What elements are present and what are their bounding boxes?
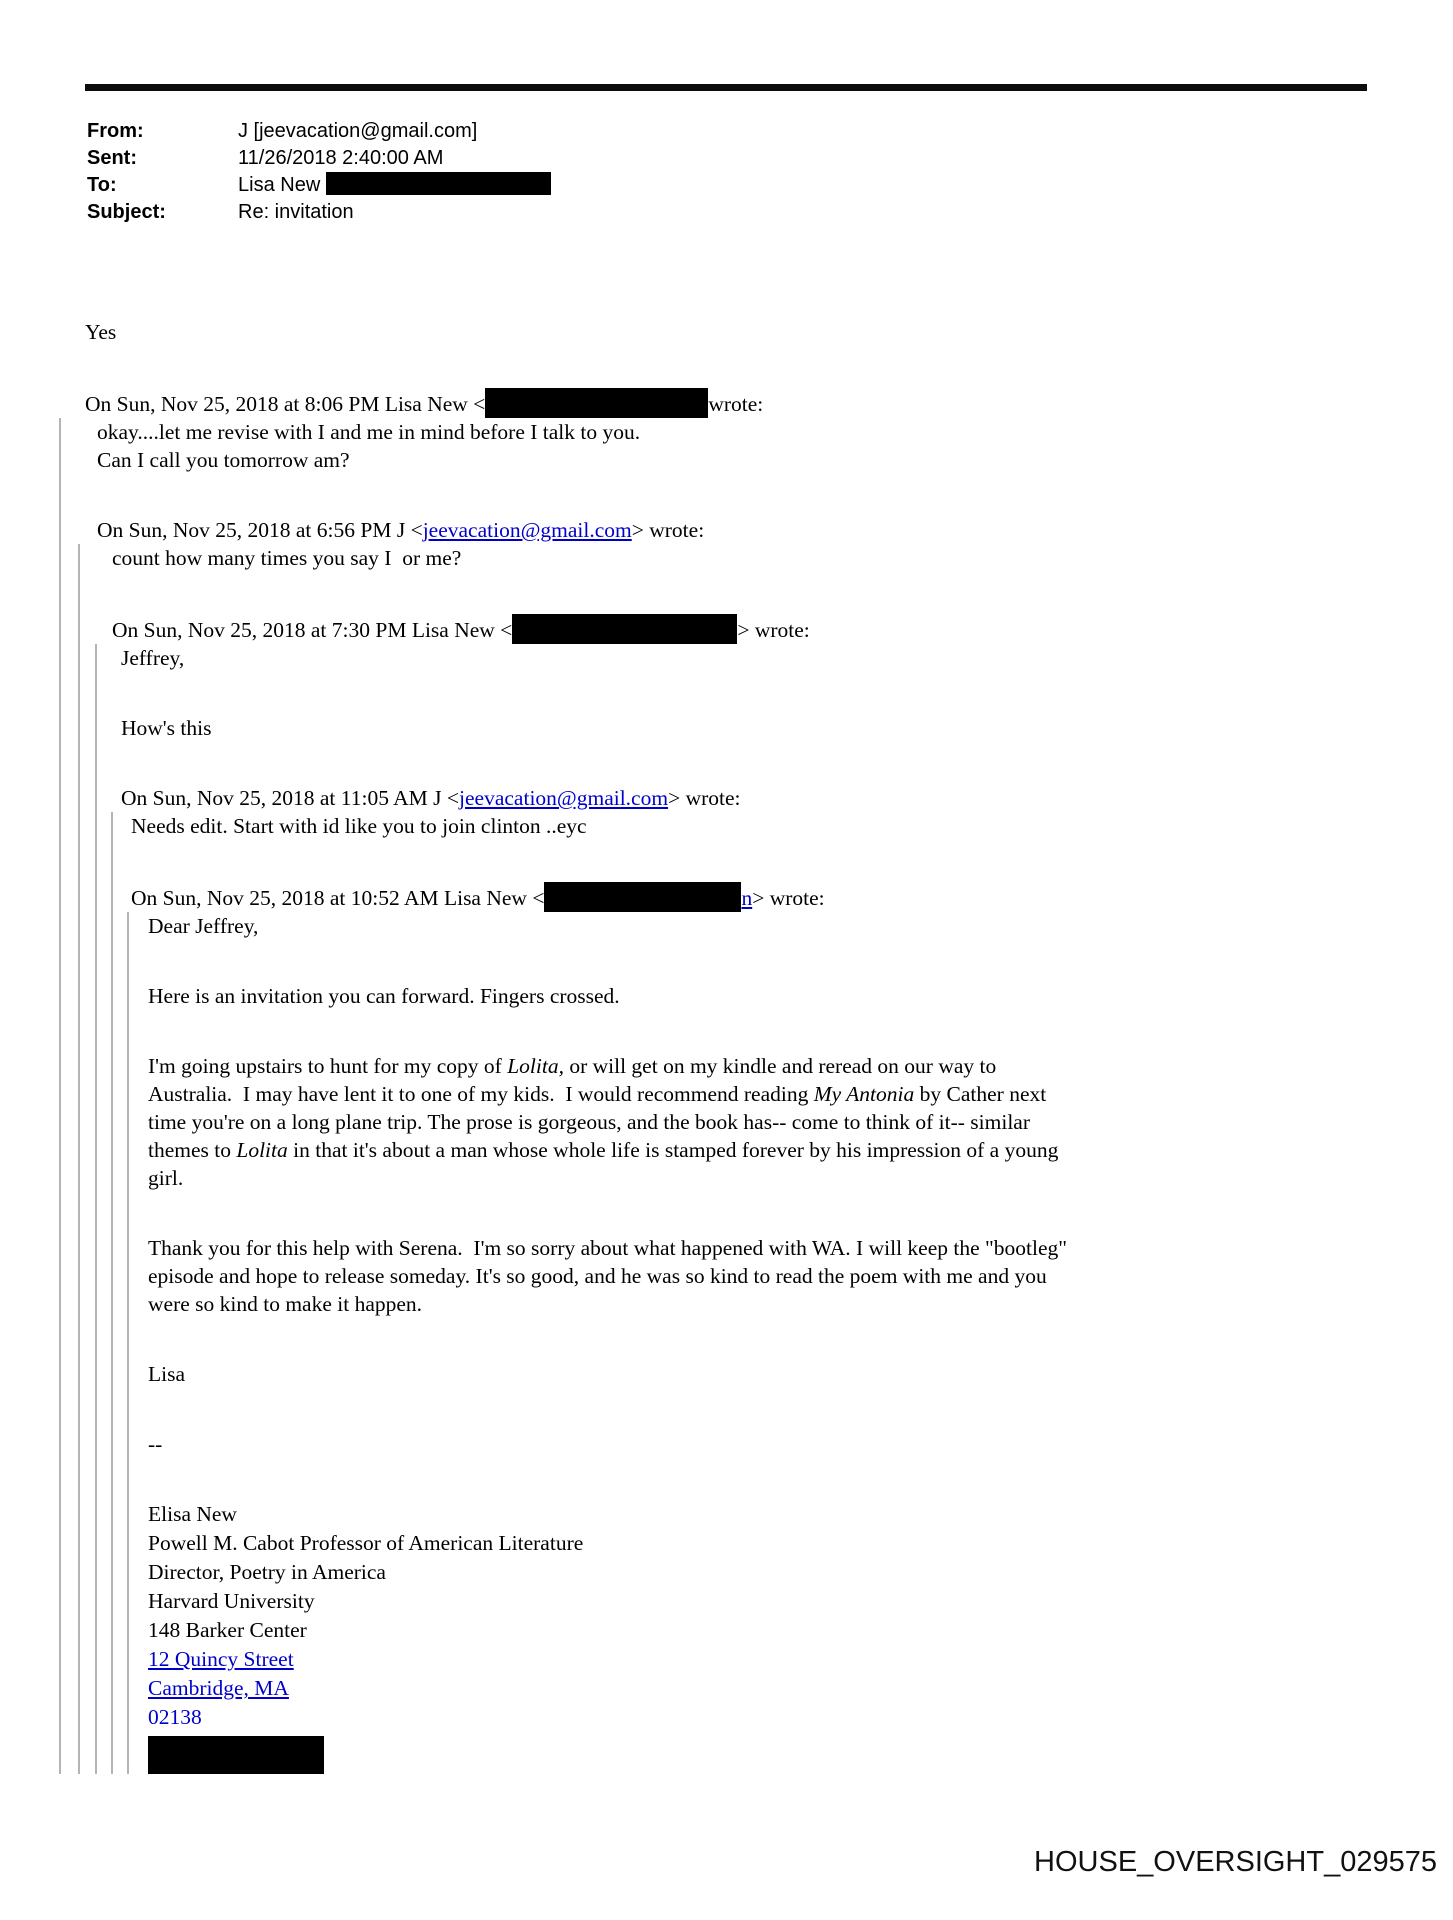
redaction-bar-signature xyxy=(148,1736,324,1774)
attribution-text: > wrote: xyxy=(752,886,825,910)
signature-role: Director, Poetry in America xyxy=(148,1560,386,1584)
redaction-bar-email-730 xyxy=(512,614,737,644)
redaction-bar-email-1052 xyxy=(544,882,741,912)
signature-title: Powell M. Cabot Professor of American Literature xyxy=(148,1531,584,1555)
paragraph-line: Thank you for this help with Serena. I'm so sorry about what happened with WA. I will keep the "bootleg" xyxy=(148,1236,1068,1260)
signoff: Lisa xyxy=(148,1362,186,1386)
quote-attribution-730 xyxy=(112,614,1375,644)
to-label: To: xyxy=(87,174,117,196)
paragraph-line: girl. xyxy=(148,1166,184,1190)
quote-level-2 xyxy=(78,544,1375,1774)
email-header xyxy=(87,118,551,226)
redaction-bar-email-806 xyxy=(485,388,708,418)
email-address-fragment: n xyxy=(741,886,753,910)
blank-line xyxy=(121,672,1375,714)
from-value: J [jeevacation@gmail.com] xyxy=(238,120,478,142)
signature-address-link1 xyxy=(148,1645,1375,1674)
paragraph-line: time you're on a long plane trip. The prose is gorgeous, and the book has-- come to think of it-- similar xyxy=(148,1110,1031,1134)
email-address-link[interactable]: jeevacation@gmail.com xyxy=(422,518,632,542)
zip-link[interactable]: 02138 xyxy=(148,1705,202,1729)
salutation: Dear Jeffrey, xyxy=(148,914,259,938)
signature-separator: -- xyxy=(148,1432,163,1456)
email-body xyxy=(85,318,1375,1774)
blank-line xyxy=(131,840,1375,882)
attribution-text: > wrote: xyxy=(668,786,741,810)
blank-line xyxy=(148,1010,1375,1052)
sent-label: Sent: xyxy=(87,147,137,169)
paragraph-line: themes to Lolita in that it's about a man whose whole life is stamped forever by his impression of a young xyxy=(148,1138,1059,1162)
blank-line xyxy=(148,1458,1375,1500)
blank-line xyxy=(148,1388,1375,1430)
blank-line xyxy=(148,940,1375,982)
email-address-link[interactable]: jeevacation@gmail.com xyxy=(459,786,669,810)
attribution-text: On Sun, Nov 25, 2018 at 6:56 PM J < xyxy=(97,518,423,542)
from-label: From: xyxy=(87,120,144,142)
attribution-text: On Sun, Nov 25, 2018 at 11:05 AM J < xyxy=(121,786,460,810)
header-from-row xyxy=(87,118,551,145)
paragraph-line: episode and hope to release someday. It's so good, and he was so kind to read the poem with me and you xyxy=(148,1264,1047,1288)
signature-name: Elisa New xyxy=(148,1502,237,1526)
signature-address1: 148 Barker Center xyxy=(148,1618,307,1642)
address-link[interactable]: 12 Quincy Street xyxy=(148,1647,294,1671)
signature-address-link2 xyxy=(148,1674,1375,1703)
quoted-line: How's this xyxy=(121,716,212,740)
attribution-text: On Sun, Nov 25, 2018 at 8:06 PM Lisa New < xyxy=(85,392,486,416)
signature-zip xyxy=(148,1703,1375,1732)
quoted-line: Jeffrey, xyxy=(121,646,185,670)
signature-org: Harvard University xyxy=(148,1589,315,1613)
quote-level-5 xyxy=(127,912,1375,1774)
header-sent-row xyxy=(87,145,551,172)
blank-line xyxy=(148,1318,1375,1360)
paragraph-line: Here is an invitation you can forward. Fingers crossed. xyxy=(148,984,620,1008)
blank-line xyxy=(148,1192,1375,1234)
blank-line xyxy=(85,346,1375,388)
paragraph-line: were so kind to make it happen. xyxy=(148,1292,423,1316)
quote-level-3 xyxy=(95,644,1375,1774)
header-to-row xyxy=(87,172,551,199)
paragraph-lolita xyxy=(148,1052,1375,1192)
quoted-line: count how many times you say I or me? xyxy=(112,546,462,570)
reply-text: Yes xyxy=(85,320,117,344)
quote-attribution-806 xyxy=(85,388,1375,418)
sent-value: 11/26/2018 2:40:00 AM xyxy=(238,147,444,169)
quoted-line: okay....let me revise with I and me in mind before I talk to you. xyxy=(97,420,641,444)
quote-level-4 xyxy=(111,812,1375,1774)
attribution-text: > wrote: xyxy=(631,518,705,542)
blank-line xyxy=(97,474,1375,516)
blank-line xyxy=(121,742,1375,784)
bates-number: HOUSE_OVERSIGHT_029575 xyxy=(1034,1846,1437,1878)
quote-attribution-1052 xyxy=(131,882,1375,912)
redaction-bar-to xyxy=(326,172,551,195)
subject-label: Subject: xyxy=(87,201,166,223)
attribution-text: On Sun, Nov 25, 2018 at 10:52 AM Lisa New < xyxy=(131,886,545,910)
paragraph-serena xyxy=(148,1234,1375,1318)
header-subject-row xyxy=(87,199,551,226)
subject-value: Re: invitation xyxy=(238,201,354,223)
attribution-text: > wrote: xyxy=(737,618,810,642)
quoted-line: Needs edit. Start with id like you to join clinton ..eyc xyxy=(131,814,587,838)
blank-line xyxy=(112,572,1375,614)
address-link[interactable]: Cambridge, MA xyxy=(148,1676,289,1700)
paragraph-line: Australia. I may have lent it to one of my kids. I would recommend reading My Antonia by Cather next xyxy=(148,1082,1047,1106)
quote-attribution-656 xyxy=(97,516,1375,544)
attribution-text: On Sun, Nov 25, 2018 at 7:30 PM Lisa New < xyxy=(112,618,513,642)
to-value: Lisa New xyxy=(238,174,321,196)
signature-block xyxy=(148,1500,1375,1774)
quoted-line: Can I call you tomorrow am? xyxy=(97,448,350,472)
paragraph-line: I'm going upstairs to hunt for my copy of Lolita, or will get on my kindle and reread on our way to xyxy=(148,1054,997,1078)
attribution-text: wrote: xyxy=(708,392,764,416)
quote-attribution-1105 xyxy=(121,784,1375,812)
quote-level-1 xyxy=(59,418,1375,1774)
header-divider xyxy=(85,84,1367,91)
